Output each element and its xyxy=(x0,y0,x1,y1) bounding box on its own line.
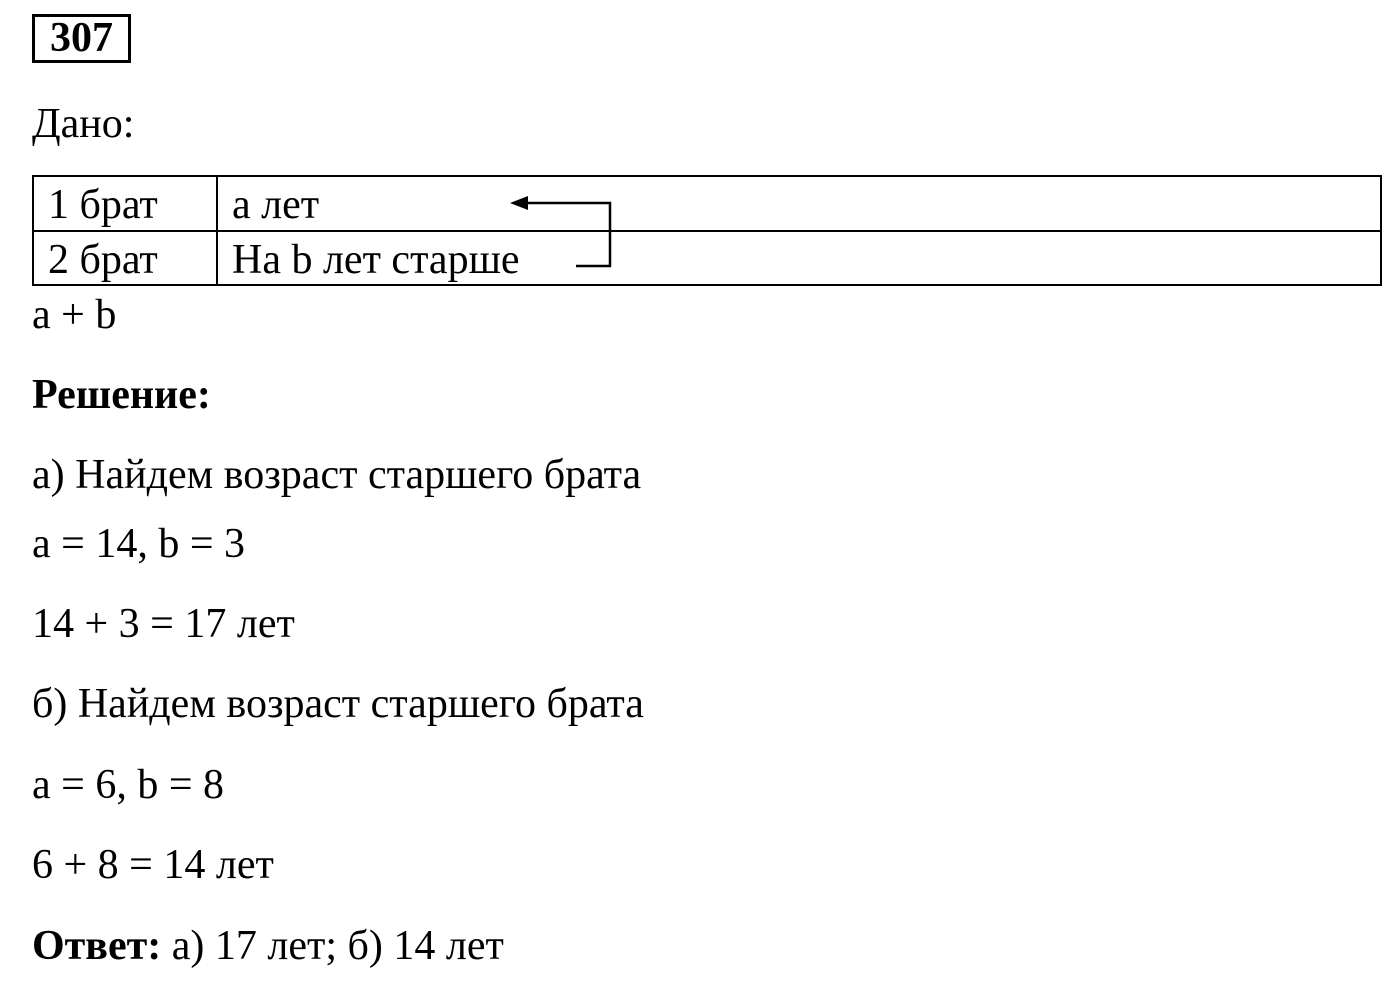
solution-line-b-result: 6 + 8 = 14 лет xyxy=(32,842,274,888)
solution-line-a-result: 14 + 3 = 17 лет xyxy=(32,601,295,647)
table-row-1-value: а лет xyxy=(232,182,320,228)
answer-line xyxy=(32,922,504,970)
relation-arrow-icon xyxy=(34,177,1384,288)
solution-line-b-values: a = 6, b = 8 xyxy=(32,762,225,808)
solution-heading xyxy=(32,371,211,419)
table-row-1-label: 1 брат xyxy=(48,182,158,228)
solution-line-a-values: a = 14, b = 3 xyxy=(32,521,246,567)
given-heading: Дано: xyxy=(32,101,135,147)
problem-number: 307 xyxy=(32,14,131,63)
solution-line-b-title: б) Найдем возраст старшего брата xyxy=(32,681,644,727)
answer-label: Ответ: xyxy=(32,923,162,969)
given-expression: a + b xyxy=(32,292,117,338)
table-row-2-value: На b лет старше xyxy=(232,237,520,283)
solution-line-a-title: а) Найдем возраст старшего брата xyxy=(32,452,642,498)
solution-heading-text: Решение: xyxy=(32,372,211,418)
given-table xyxy=(32,175,1382,286)
answer-text: а) 17 лет; б) 14 лет xyxy=(161,923,504,969)
table-row-2-label: 2 брат xyxy=(48,237,158,283)
